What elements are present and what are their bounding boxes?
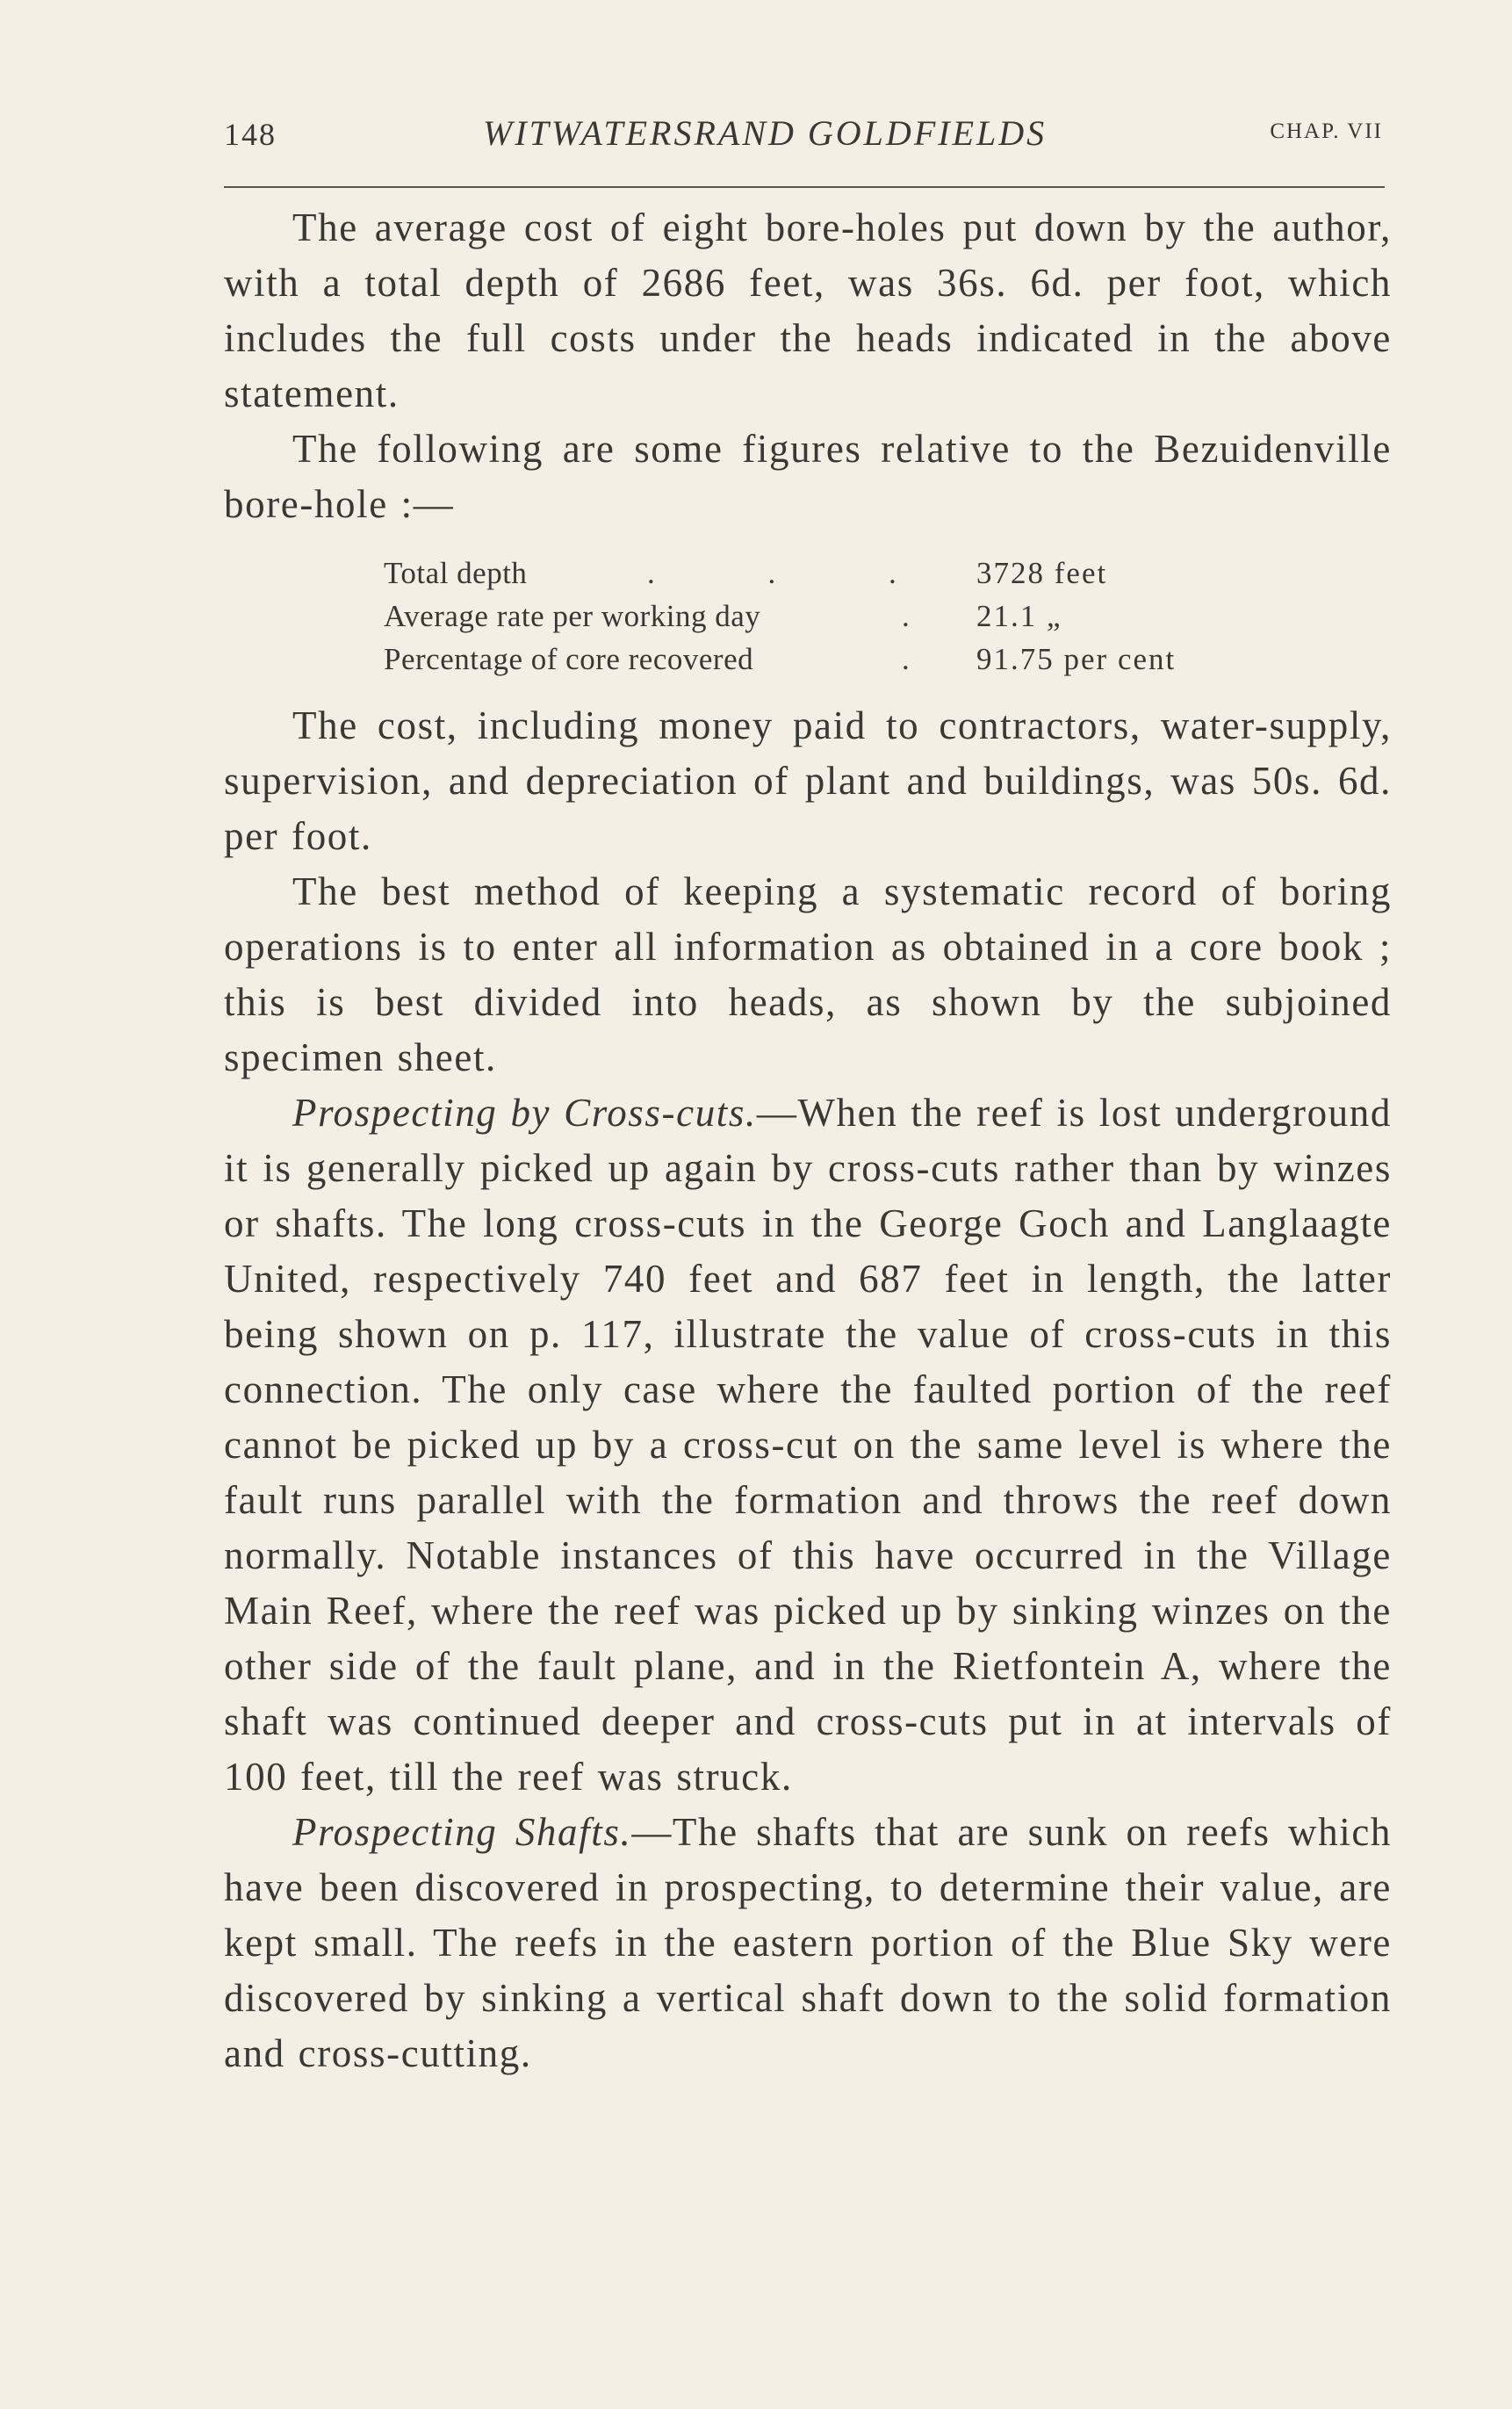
paragraph-text: —When the reef is lost underground it is generally picked up again by cross-cuts rather than by winzes or shafts. The long cross-cuts in the George Goch and Langlaagte United, respectively 740 feet and 687 feet in length, the latter being shown on p. 117, illustrate the value of cross-cuts in this connection. The only case where the faulted portion of the reef cannot be picked up by a cross-cut on the same level is where the fault runs parallel with the formation and throws the reef down normally. Notable instances of this have occurred in the Village Main Reef, where the reef was picked up by sinking winzes on the other side of the fault plane, and in the Rietfontein A, where the shaft was continued deeper and cross-cuts put in at intervals of 100 feet, till the reef was struck. <box>224 1091 1392 1799</box>
paragraph <box>224 1805 1392 2081</box>
table-value: 3728 feet <box>976 556 1108 590</box>
leader-dots: . <box>902 642 911 676</box>
table-value: 91.75 per cent <box>976 642 1177 676</box>
paragraph: The following are some figures relative to the Bezuidenville bore-hole :— <box>224 427 1392 526</box>
table-label: Percentage of core recovered <box>384 642 754 676</box>
body-text-bottom <box>224 698 1392 2081</box>
paragraph-text: —The shafts that are sunk on reefs which have been discovered in prospecting, to determine their value, are kept small. The reefs in the eastern portion of the Blue Sky were discovered by sinking a vertical shaft down to the solid formation and cross-cutting. <box>224 1810 1392 2075</box>
table-value: 21.1 „ <box>976 599 1062 633</box>
paragraph <box>224 1085 1392 1805</box>
paragraph: The cost, including money paid to contractors, water-supply, supervision, and depreciation of plant and buildings, was 50s. 6d. per foot. <box>224 703 1392 858</box>
paragraph: The average cost of eight bore-holes put down by the author, with a total depth of 2686 feet, was 36s. 6d. per foot, which includes the full costs under the heads indicated in the above statement. <box>224 206 1392 415</box>
page-header <box>224 112 1383 165</box>
chapter-label: CHAP. VII <box>1270 119 1383 143</box>
paragraph: The best method of keeping a systematic record of boring operations is to enter all information as obtained in a core book ; this is best divided into heads, as shown by the subjoined specimen sheet. <box>224 869 1392 1079</box>
running-title: WITWATERSRAND GOLDFIELDS <box>483 113 1048 153</box>
table-label: Average rate per working day <box>384 599 761 633</box>
page-number: 148 <box>224 117 277 152</box>
body-text-top <box>224 200 1392 532</box>
bore-hole-figures-table <box>384 552 1262 681</box>
leader-dots: . . . <box>647 556 949 590</box>
table-row <box>384 595 1262 638</box>
leader-dots: . <box>902 599 911 633</box>
section-heading: Prospecting by Cross-cuts. <box>292 1091 757 1135</box>
table-label: Total depth <box>384 556 528 590</box>
table-row <box>384 638 1262 681</box>
header-rule <box>224 186 1385 188</box>
section-heading: Prospecting Shafts. <box>292 1810 632 1854</box>
table-row <box>384 552 1262 595</box>
